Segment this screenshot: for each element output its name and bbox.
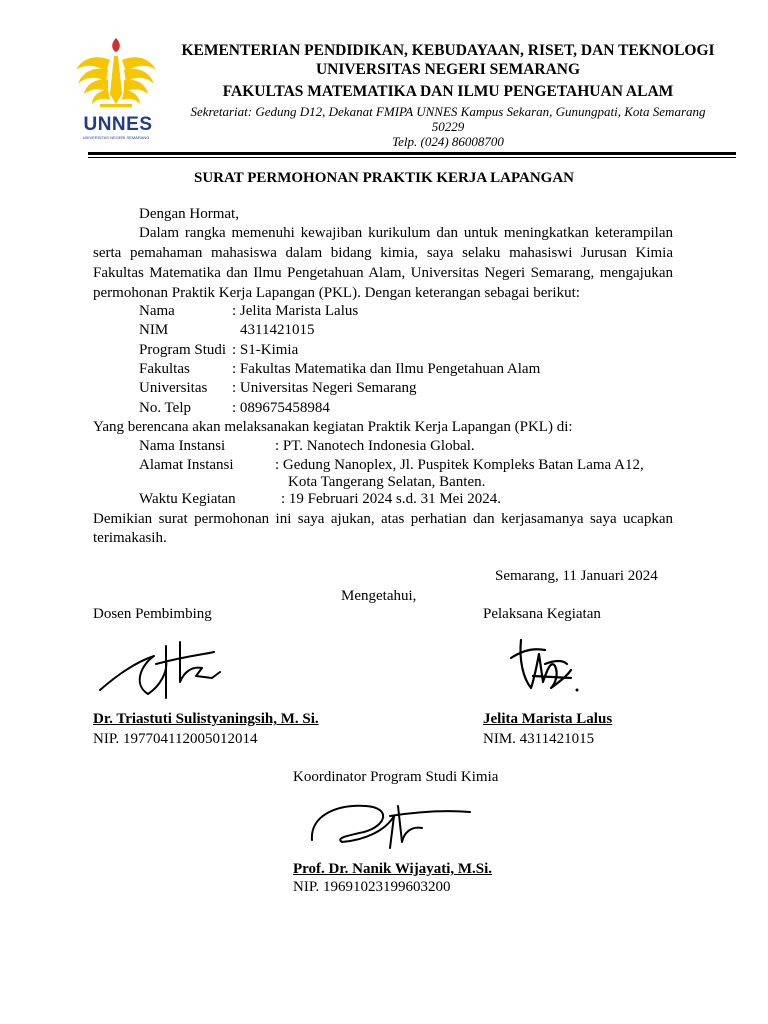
coordinator-name: Prof. Dr. Nanik Wijayati, M.Si. <box>293 861 493 877</box>
student-label-name: Nama <box>139 303 175 319</box>
student-label-university: Universitas <box>139 380 208 396</box>
letter-title: SURAT PERMOHONAN PRAKTIK KERJA LAPANGAN <box>193 170 575 186</box>
executor-id: NIM. 4311421015 <box>483 731 595 747</box>
placement-value-time: : 19 Februari 2024 s.d. 31 Mei 2024. <box>281 491 501 507</box>
header-ministry: KEMENTERIAN PENDIDIKAN, KEBUDAYAAN, RISET, DAN TEKNOLOGI <box>181 42 715 59</box>
placement-value-address-2: Kota Tangerang Selatan, Banten. <box>288 474 486 490</box>
coordinator-signature-icon <box>306 786 476 856</box>
header-rule-thick <box>88 152 736 155</box>
closing-line-1: Demikian surat permohonan ini saya ajukan, atas perhatian dan kerjasamanya saya ucapkan <box>93 511 673 527</box>
header-rule-thin <box>88 157 736 158</box>
student-label-faculty: Fakultas <box>139 361 190 377</box>
place-date: Semarang, 11 Januari 2024 <box>495 568 658 584</box>
body-line-4: permohonan Praktik Kerja Lapangan (PKL). Dengan keterangan sebagai berikut: <box>93 285 580 301</box>
student-value-nim: 4311421015 <box>240 322 315 338</box>
student-value-name: : Jelita Marista Lalus <box>232 303 359 319</box>
header-postal-code: 50229 <box>431 119 465 134</box>
student-label-phone: No. Telp <box>139 400 192 416</box>
header-phone: Telp. (024) 86008700 <box>392 134 504 149</box>
placement-label-address: Alamat Instansi <box>139 457 234 473</box>
acknowledged-label: Mengetahui, <box>341 588 417 604</box>
placement-value-address: : Gedung Nanoplex, Jl. Puspitek Kompleks Batan Lama A12, <box>275 457 644 473</box>
supervisor-id: NIP. 197704112005012014 <box>93 731 258 747</box>
executor-signature-icon <box>505 630 585 698</box>
supervisor-signature-icon <box>96 632 236 702</box>
logo-subtext: UNIVERSITAS NEGERI SEMARANG <box>82 135 150 140</box>
executor-role: Pelaksana Kegiatan <box>483 606 601 622</box>
header-university: UNIVERSITAS NEGERI SEMARANG <box>315 61 581 78</box>
unnes-logo <box>70 34 162 144</box>
body-line-3: Fakultas Matematika dan Ilmu Pengetahuan Alam, Universitas Negeri Semarang, mengajukan <box>93 265 673 281</box>
student-label-nim: NIM <box>139 322 169 338</box>
header-address: Sekretariat: Gedung D12, Dekanat FMIPA UNNES Kampus Sekaran, Gunungpati, Kota Semarang <box>190 104 706 119</box>
supervisor-role: Dosen Pembimbing <box>93 606 212 622</box>
student-value-faculty: : Fakultas Matematika dan Ilmu Pengetahuan Alam <box>232 361 541 377</box>
student-label-program: Program Studi <box>139 342 227 358</box>
plan-intro: Yang berencana akan melaksanakan kegiatan Praktik Kerja Lapangan (PKL) di: <box>93 419 573 435</box>
greeting: Dengan Hormat, <box>139 206 239 222</box>
executor-name: Jelita Marista Lalus <box>483 711 613 727</box>
body-line-2: serta pemahaman mahasiswa dalam bidang kimia, saya selaku mahasiswi Jurusan Kimia <box>93 245 673 261</box>
supervisor-name: Dr. Triastuti Sulistyaningsih, M. Si. <box>93 711 319 727</box>
body-line-1: Dalam rangka memenuhi kewajiban kurikulum dan untuk meningkatkan keterampilan <box>139 225 673 241</box>
coordinator-role: Koordinator Program Studi Kimia <box>293 769 499 785</box>
student-value-phone: : 089675458984 <box>232 400 330 416</box>
placement-label-time: Waktu Kegiatan <box>139 491 236 507</box>
coordinator-id: NIP. 19691023199603200 <box>293 879 451 895</box>
placement-value-company: : PT. Nanotech Indonesia Global. <box>275 438 475 454</box>
placement-label-company: Nama Instansi <box>139 438 226 454</box>
student-value-program: : S1-Kimia <box>232 342 299 358</box>
logo-text: UNNES <box>83 114 153 135</box>
student-value-university: : Universitas Negeri Semarang <box>232 380 417 396</box>
closing-line-2: terimakasih. <box>93 530 167 546</box>
header-faculty: FAKULTAS MATEMATIKA DAN ILMU PENGETAHUAN ALAM <box>222 83 674 100</box>
